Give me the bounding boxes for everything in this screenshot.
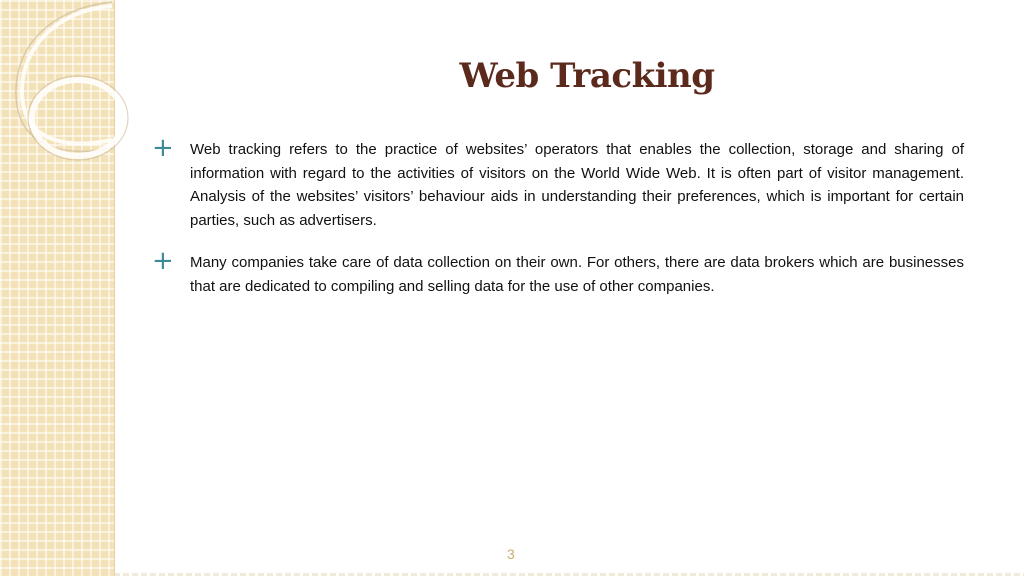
decorative-sidebar	[0, 0, 115, 576]
bullet-item	[150, 246, 964, 298]
bullet-item	[150, 133, 964, 232]
slide-title: Web Tracking	[459, 56, 715, 96]
bullet-list	[150, 133, 964, 317]
plus-icon: +	[152, 133, 174, 163]
bullet-text: Many companies take care of data collection on their own. For others, there are data brokers which are businesses that are dedicated to compiling and selling data for the use of other companies.	[190, 254, 964, 295]
plus-icon: +	[152, 246, 174, 276]
page-number: 3	[507, 546, 515, 562]
bullet-text: Web tracking refers to the practice of websites’ operators that enables the collection, storage and sharing of information with regard to the activities of visitors on the World Wide Web. It is often part of visitor management. Analysis of the websites’ visitors’ behaviour aids in understanding their preferences, which is important for certain parties, such as advertisers.	[190, 141, 964, 229]
